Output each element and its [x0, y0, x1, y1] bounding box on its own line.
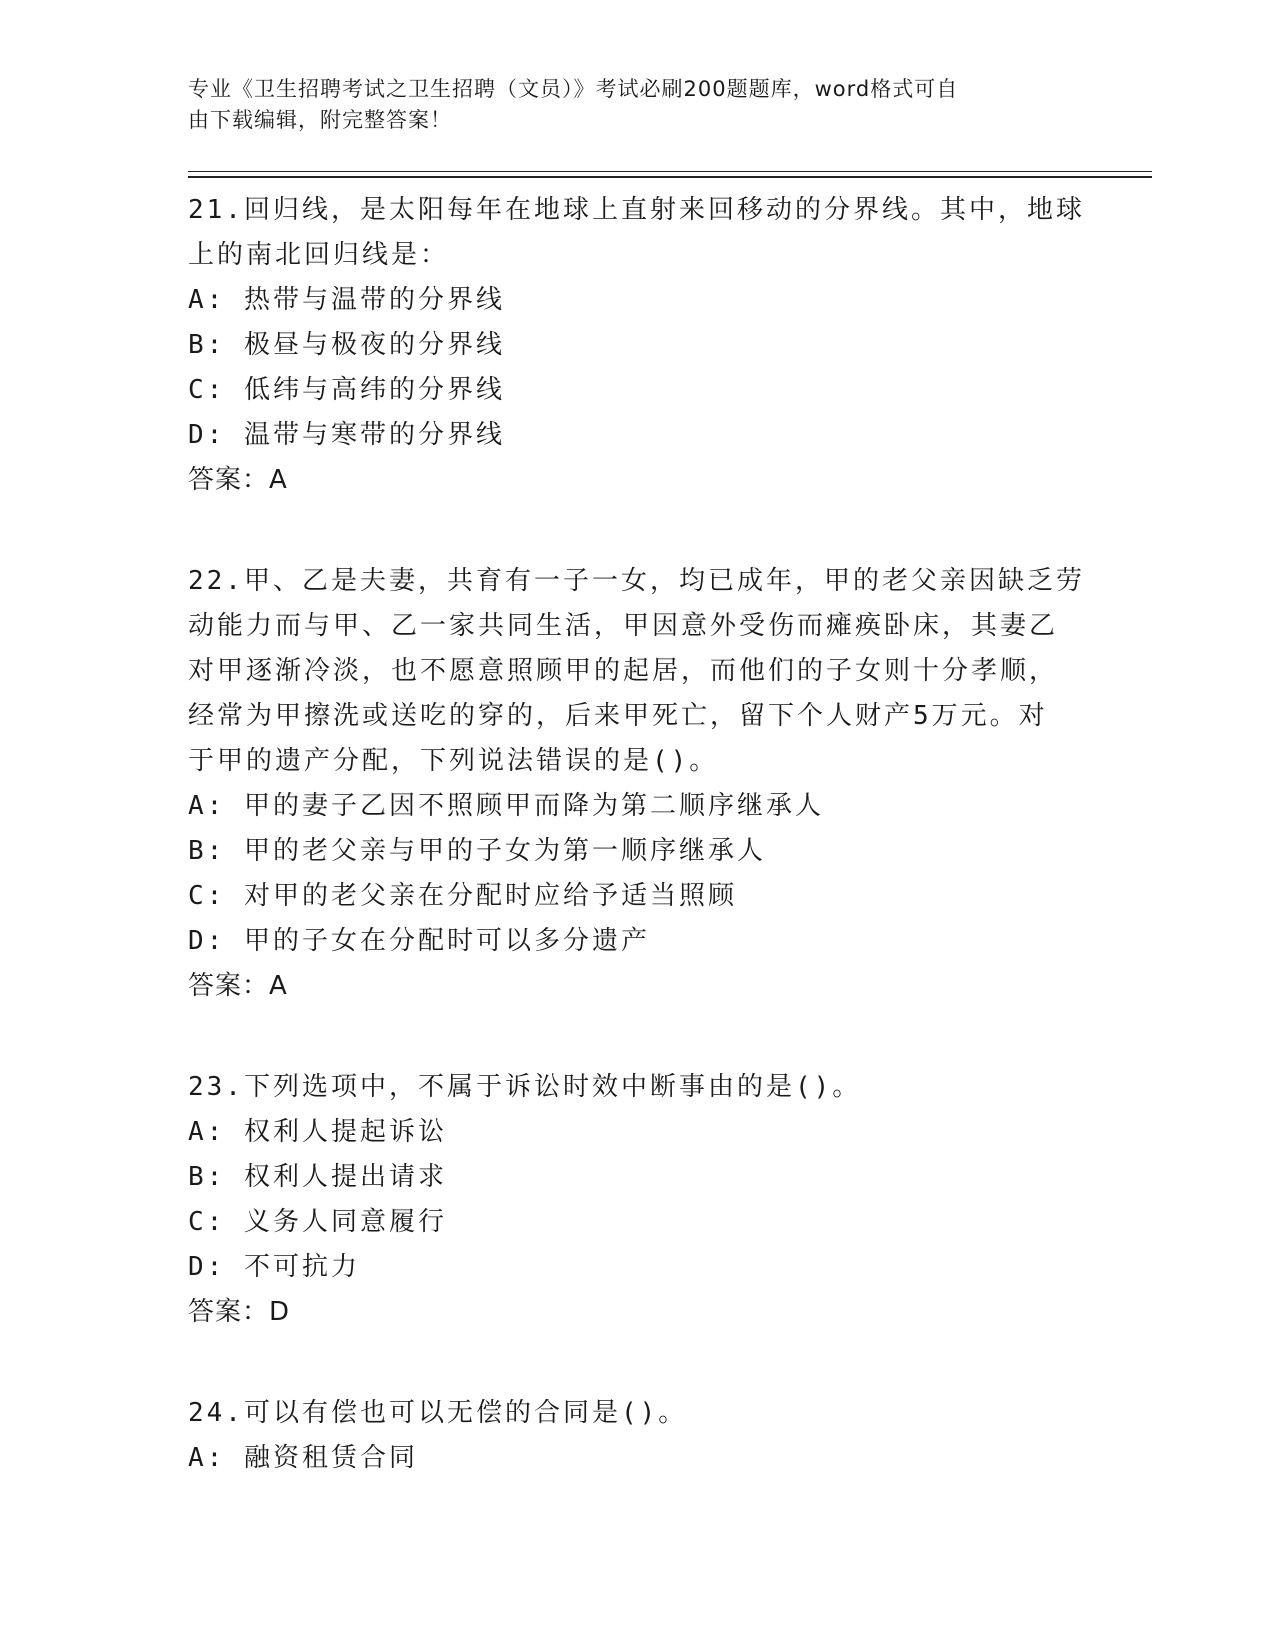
option-text: 低纬与高纬的分界线 [243, 375, 505, 405]
option-d [188, 413, 1088, 458]
option-text: 甲的老父亲与甲的子女为第一顺序继承人 [243, 836, 766, 866]
option-text: 权利人提出请求 [243, 1162, 447, 1192]
stem-line: 动能力而与甲、乙一家共同生活，甲因意外受伤而瘫痪卧床，其妻乙 [188, 611, 1059, 641]
option-label: B: [188, 330, 226, 360]
stem-line: 经常为甲擦洗或送吃的穿的，后来甲死亡，留下个人财产5万元。对 [188, 701, 1048, 731]
stem-line: 22.甲、乙是夫妻，共育有一子一女，均已成年，甲的老父亲因缺乏劳 [188, 566, 1085, 596]
option-c [188, 874, 1088, 919]
question-item [188, 1065, 1088, 1335]
option-text: 极昼与极夜的分界线 [243, 330, 505, 360]
header-divider-thick [188, 176, 1152, 178]
stem-line: 上的南北回归线是： [188, 240, 450, 270]
question-item [188, 559, 1088, 1009]
document-header [188, 74, 1068, 136]
stem-line: 23.下列选项中，不属于诉讼时效中断事由的是()。 [188, 1072, 862, 1102]
option-c [188, 368, 1088, 413]
option-label: C: [188, 375, 226, 405]
option-b [188, 1155, 1088, 1200]
option-text: 对甲的老父亲在分配时应给予适当照顾 [243, 881, 737, 911]
answer-line: 答案：A [188, 465, 288, 495]
option-a [188, 1110, 1088, 1155]
option-a [188, 784, 1088, 829]
option-text: 不可抗力 [243, 1252, 360, 1282]
stem-line: 对甲逐渐冷淡，也不愿意照顾甲的起居，而他们的子女则十分孝顺， [188, 656, 1059, 686]
option-text: 义务人同意履行 [243, 1207, 447, 1237]
question-list [188, 188, 1088, 1537]
answer-line: 答案：D [188, 1297, 291, 1327]
option-label: C: [188, 881, 226, 911]
option-d [188, 919, 1088, 964]
question-item [188, 188, 1088, 503]
option-text: 权利人提起诉讼 [243, 1117, 447, 1147]
option-text: 甲的子女在分配时可以多分遗产 [243, 926, 650, 956]
option-text: 热带与温带的分界线 [243, 285, 505, 315]
stem-line: 于甲的遗产分配，下列说法错误的是()。 [188, 746, 719, 776]
option-label: B: [188, 836, 226, 866]
answer-line: 答案：A [188, 971, 288, 1001]
option-c [188, 1200, 1088, 1245]
option-a [188, 1436, 1088, 1481]
stem-line: 21.回归线，是太阳每年在地球上直射来回移动的分界线。其中，地球 [188, 195, 1085, 225]
option-b [188, 323, 1088, 368]
option-label: A: [188, 791, 226, 821]
option-d [188, 1245, 1088, 1290]
option-label: D: [188, 1252, 226, 1282]
question-stem [188, 1391, 1088, 1436]
option-label: B: [188, 1162, 226, 1192]
question-item [188, 1391, 1088, 1481]
question-stem [188, 188, 1088, 278]
option-label: A: [188, 1117, 226, 1147]
option-label: A: [188, 1443, 226, 1473]
option-text: 温带与寒带的分界线 [243, 420, 505, 450]
stem-line: 24.可以有偿也可以无偿的合同是()。 [188, 1398, 688, 1428]
option-label: C: [188, 1207, 226, 1237]
option-label: D: [188, 926, 226, 956]
header-line-2: 由下载编辑，附完整答案！ [188, 108, 452, 132]
header-line-1: 专业《卫生招聘考试之卫生招聘（文员）》考试必刷200题题库，word格式可自 [188, 77, 959, 101]
option-text: 甲的妻子乙因不照顾甲而降为第二顺序继承人 [243, 791, 824, 821]
option-text: 融资租赁合同 [243, 1443, 418, 1473]
header-divider-thin [188, 171, 1152, 172]
option-b [188, 829, 1088, 874]
question-stem [188, 1065, 1088, 1110]
question-stem [188, 559, 1088, 784]
option-a [188, 278, 1088, 323]
option-label: A: [188, 285, 226, 315]
option-label: D: [188, 420, 226, 450]
